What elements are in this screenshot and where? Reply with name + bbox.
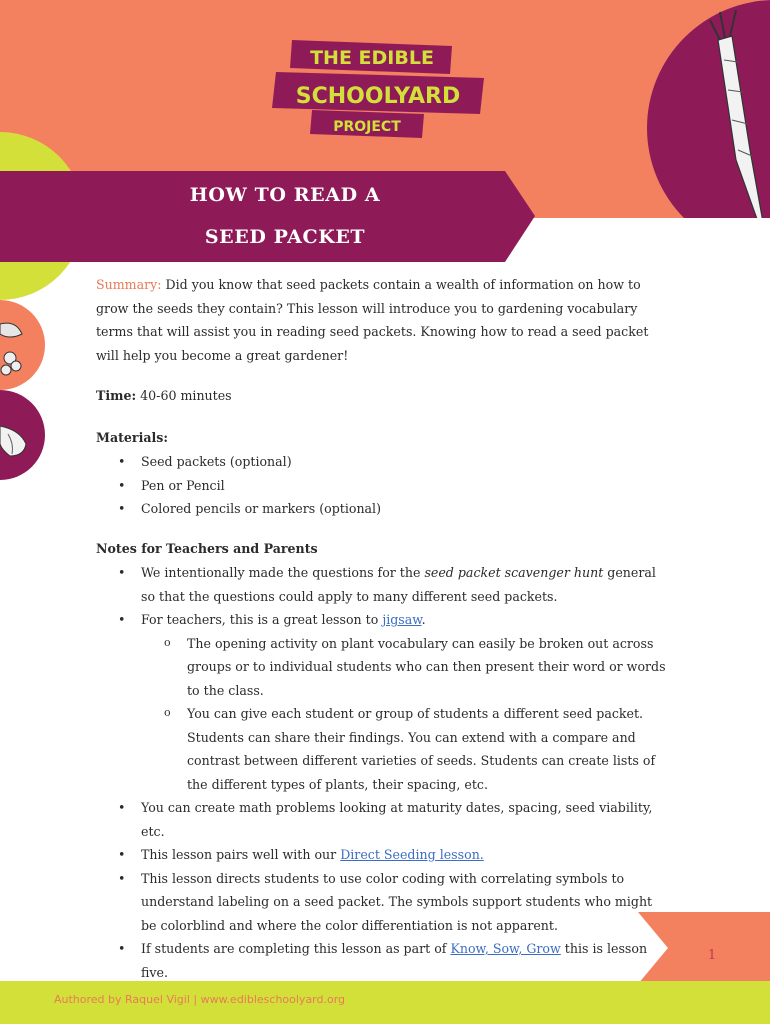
materials-heading: Materials: <box>96 430 169 445</box>
edible-schoolyard-logo <box>272 34 490 144</box>
summary-text: Did you know that seed packets contain a wealth of information on how to grow the seeds they contain? This lesson will introduce you to gardening vocabulary terms that will assist you in reading seed packets. Knowing how to read a seed packet will help you become a great gardener! <box>96 277 649 363</box>
list-item: o The opening activity on plant vocabulary can easily be broken out across groups or to individual students who can then present their word or words to the class. <box>141 632 666 703</box>
time-paragraph <box>96 384 656 408</box>
page-title-line1: HOW TO READ A <box>189 184 381 206</box>
list-item <box>96 561 666 608</box>
note6-text: If students are completing this lesson as part of <box>141 941 451 956</box>
list-item: • Pen or Pencil <box>96 474 666 498</box>
summary-paragraph <box>96 273 656 367</box>
note1-text: We intentionally made the questions for the <box>141 565 425 580</box>
time-value: 40-60 minutes <box>136 388 232 403</box>
note1-emphasis: seed packet scavenger hunt <box>424 565 604 580</box>
note2-text-end: . <box>421 612 426 627</box>
list-item <box>96 608 666 796</box>
list-item: • Colored pencils or markers (optional) <box>96 497 666 521</box>
list-item: • This lesson directs students to use color coding with correlating symbols to understand labeling on a seed packet. The symbols support students who might be colorblind and where the color differentiation is not apparent. <box>96 867 666 938</box>
note2-text: For teachers, this is a great lesson to <box>141 612 383 627</box>
know-sow-grow-link[interactable]: Know, Sow, Grow <box>450 941 561 956</box>
notes-heading: Notes for Teachers and Parents <box>96 541 318 556</box>
list-item: • Seed packets (optional) <box>96 450 666 474</box>
time-label: Time: <box>96 388 137 403</box>
list-item <box>96 843 666 867</box>
logo-line2: SCHOOLYARD <box>295 84 461 109</box>
list-item: o You can give each student or group of students a different seed packet. Students can share their findings. You can extend with a compare and contrast between different varieties of seeds. Students can create lists of the different types of plants, their spacing, etc. <box>141 702 666 796</box>
garlic-illustration-circle <box>0 390 46 480</box>
note4-text: This lesson pairs well with our <box>141 847 341 862</box>
page-title-line2: SEED PACKET <box>204 226 366 248</box>
jigsaw-link[interactable]: jigsaw <box>382 612 422 627</box>
note1-text-end: general so that the questions could apply to many different seed packets. <box>141 565 656 604</box>
summary-label: Summary: <box>96 277 162 292</box>
direct-seeding-link[interactable]: Direct Seeding lesson. <box>340 847 484 862</box>
notes-sublist <box>141 632 666 797</box>
list-item <box>96 937 666 984</box>
logo-line3: PROJECT <box>333 119 401 135</box>
berries-illustration-circle <box>0 300 46 390</box>
note6-text-end: this is lesson five. <box>141 941 648 980</box>
page-number: 1 <box>707 948 717 963</box>
footer-credit: Authored by Raquel Vigil | www.edibleschoolyard.org <box>54 993 346 1006</box>
materials-list <box>96 450 666 521</box>
notes-list <box>96 561 666 984</box>
list-item: • You can create math problems looking at maturity dates, spacing, seed viability, etc. <box>96 796 666 843</box>
logo-line1: THE EDIBLE <box>310 47 434 69</box>
header-cutout <box>640 218 770 258</box>
